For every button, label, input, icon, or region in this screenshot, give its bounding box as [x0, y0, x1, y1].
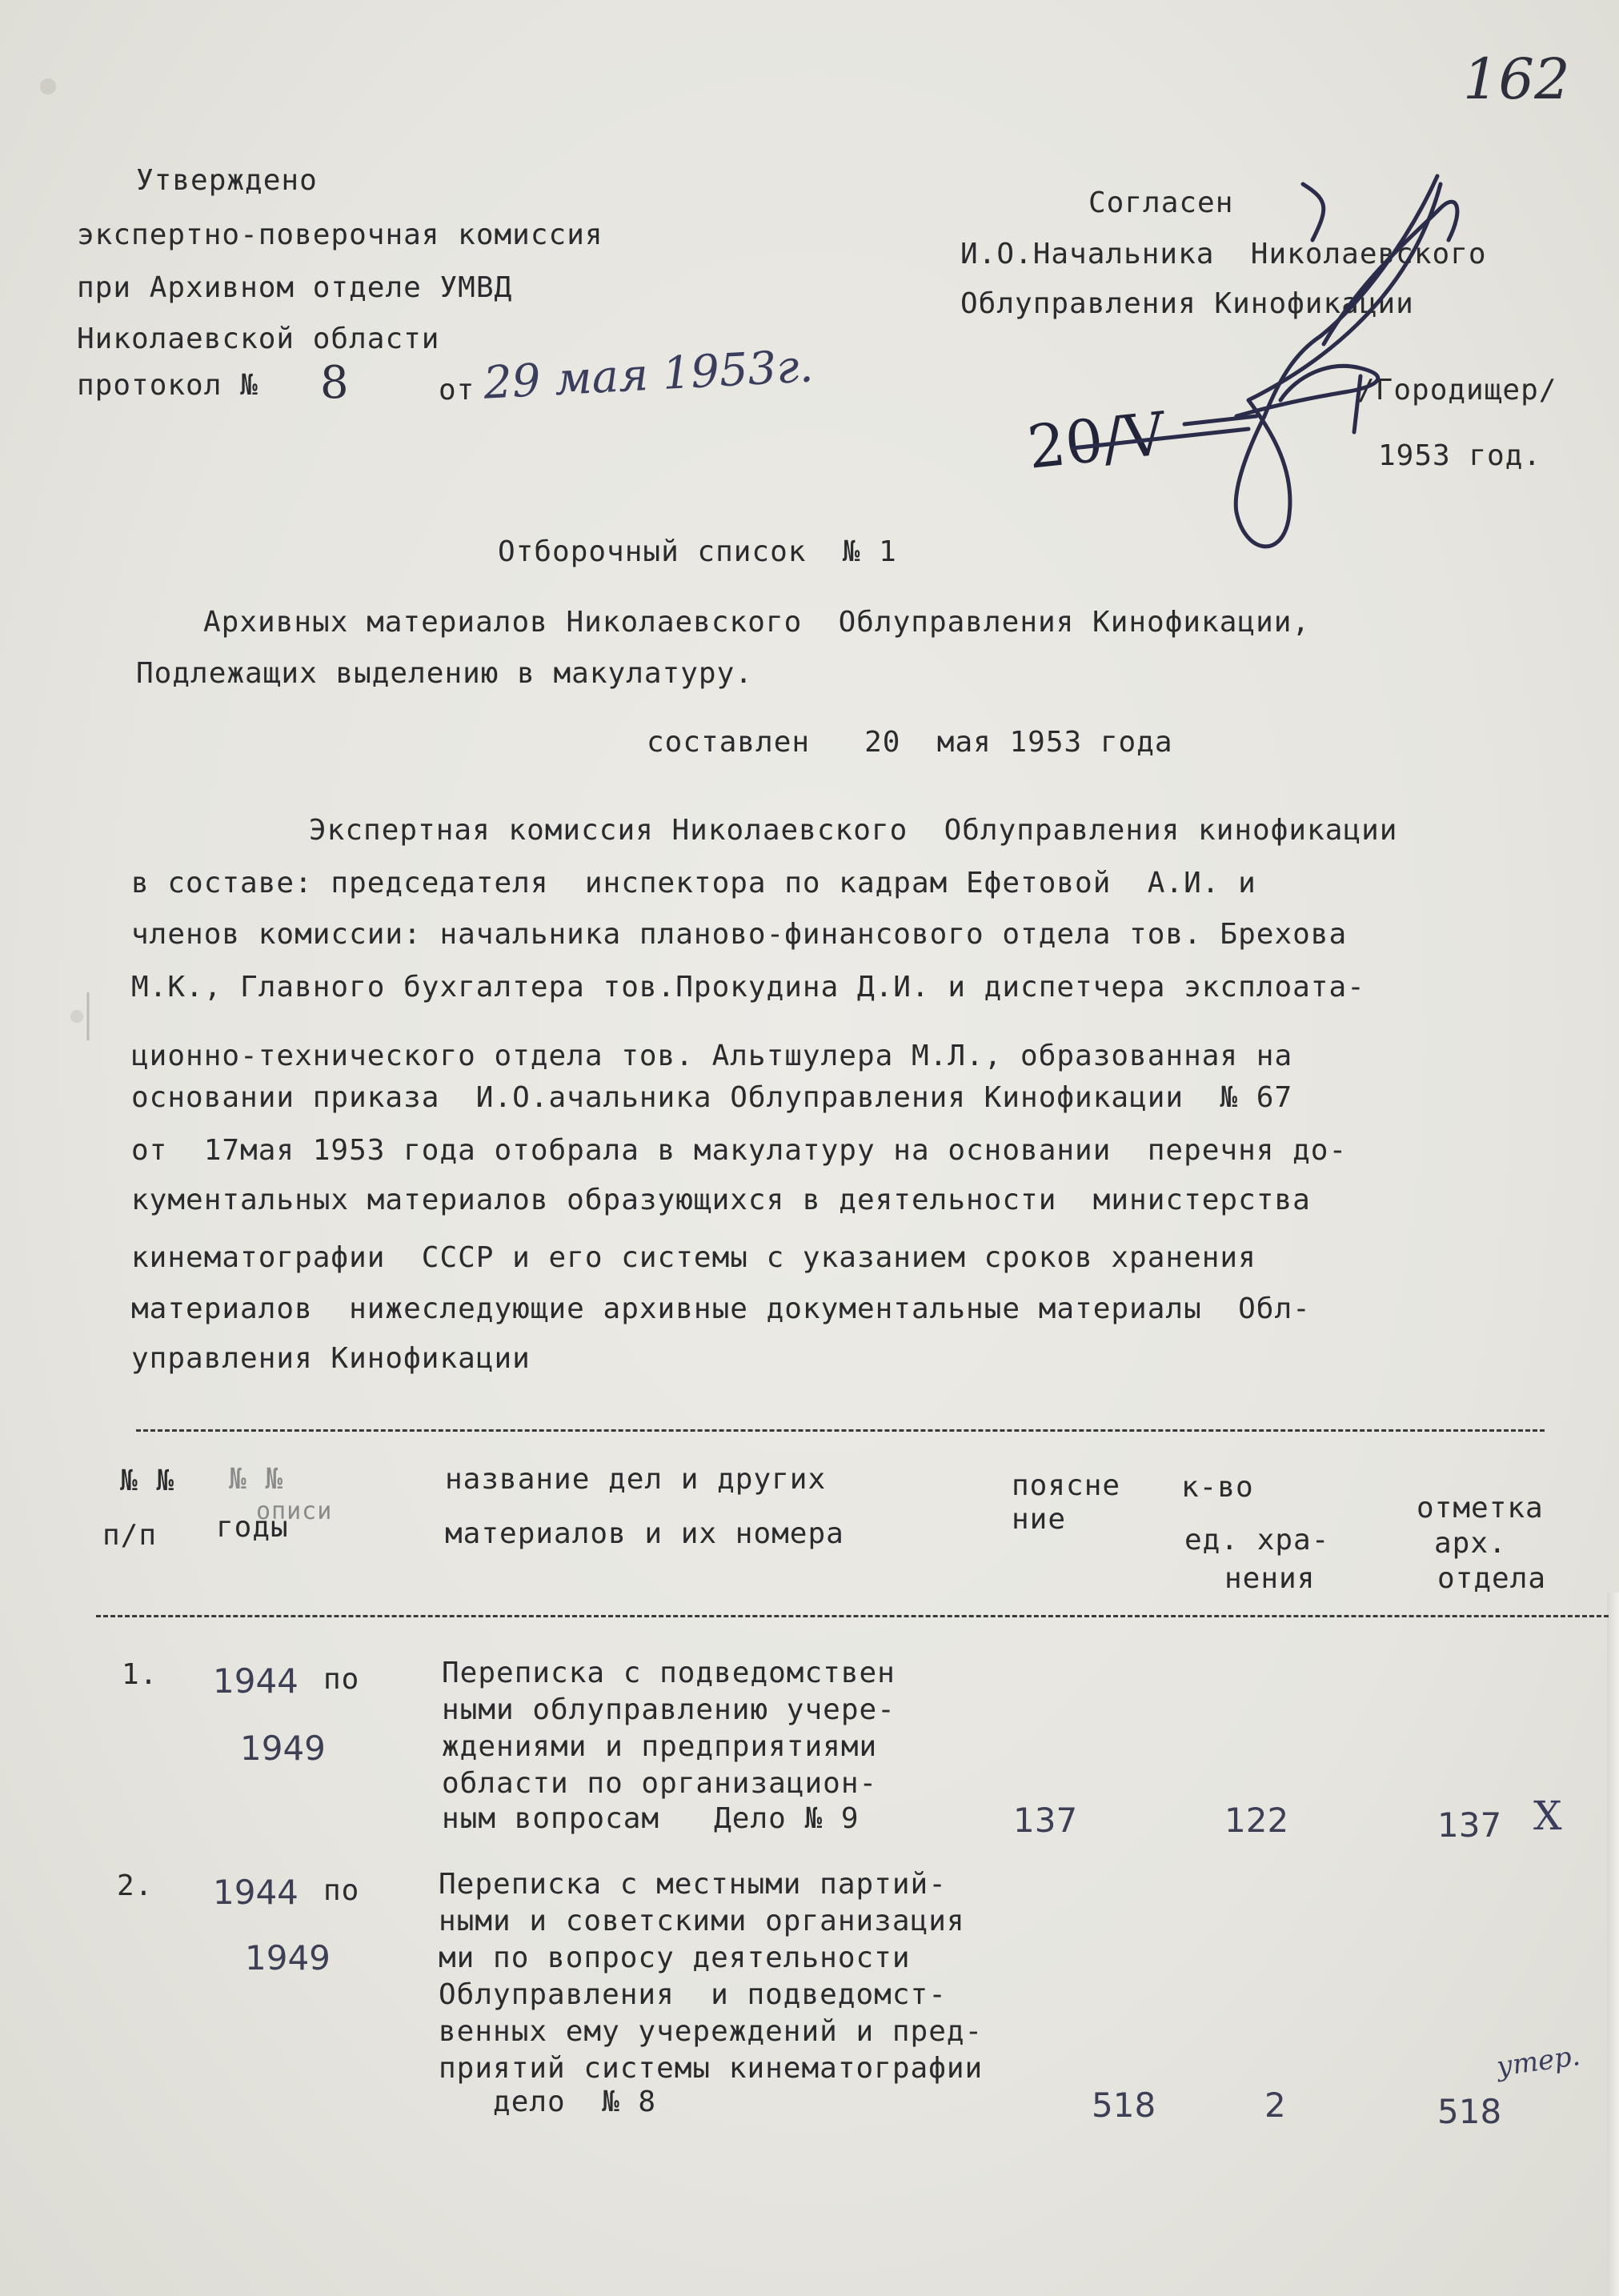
header-count-2: ед. хра-	[1184, 1524, 1330, 1557]
subtitle-line-1: Архивных материалов Николаевского Облуправления Кинофикации,	[203, 606, 1311, 639]
header-num-2: п/п	[102, 1519, 158, 1552]
row-name-line: ждениями и предприятиями	[442, 1730, 878, 1763]
header-count-3: нения	[1224, 1562, 1316, 1595]
approved-line-3: при Архивном отделе УМВД	[77, 271, 513, 304]
body-line-8: кументальных материалов образующихся в деятельности министерства	[131, 1184, 1311, 1216]
body-line-10: материалов нижеследующие архивные документальные материалы Обл-	[131, 1292, 1311, 1325]
body-line-3: членов комиссии: начальника планово-финансового отдела тов. Брехова	[131, 918, 1348, 951]
header-name-2: материалов и их номера	[445, 1517, 844, 1550]
agreed-year: 1953 год.	[1378, 439, 1542, 472]
row-years-to: 1949	[240, 1729, 326, 1768]
row-years-from: 1944	[213, 1661, 299, 1701]
header-mark-1: отметка	[1417, 1492, 1544, 1525]
body-line-4: М.К., Главного бухгалтера тов.Прокудина Д.И. и диспетчера эксплоата-	[131, 971, 1365, 1004]
row-name-line: ными облуправлению учере-	[442, 1693, 896, 1726]
body-line-2: в составе: председателя инспектора по кадрам Ефетовой А.И. и	[131, 867, 1256, 900]
header-years-3: годы	[216, 1511, 289, 1544]
row-num: 1.	[122, 1658, 158, 1691]
agreed-signature-name: /Городищер/	[1357, 374, 1557, 407]
header-mark-3: отдела	[1437, 1562, 1547, 1595]
row-name-line: ми по вопросу деятельности	[439, 1941, 911, 1974]
header-explain-1: поясне	[1012, 1469, 1121, 1502]
approved-line-2: экспертно-поверочная комиссия	[77, 218, 603, 251]
agreed-date-handwritten: 20/V	[1024, 399, 1169, 483]
row-years-to: 1949	[245, 1938, 331, 1977]
agreed-line-1: Согласен	[1088, 186, 1234, 219]
row-name-line: венных ему учереждений и пред-	[439, 2015, 984, 2048]
row-years-to-label: по	[323, 1663, 360, 1696]
row-mark-note: Х	[1533, 1793, 1562, 1839]
header-name-1: название дел и других	[445, 1463, 827, 1496]
header-num-1: № №	[120, 1465, 175, 1497]
row-num: 2.	[117, 1869, 154, 1902]
row-mark: 518	[1437, 2092, 1502, 2131]
row-name-line: Переписка с местными партий-	[439, 1868, 947, 1901]
row-explain: 137	[1013, 1801, 1078, 1840]
body-line-9: кинематографии СССР и его системы с указанием сроков хранения	[131, 1241, 1256, 1274]
protocol-label: протокол №	[77, 369, 258, 402]
row-name-line: приятий системы кинематографии	[439, 2052, 984, 2085]
protocol-number: 8	[320, 357, 349, 409]
row-name-line: дело № 8	[439, 2086, 657, 2118]
row-mark-note: утер.	[1494, 2039, 1582, 2084]
row-years-to-label: по	[323, 1874, 360, 1907]
body-line-7: от 17мая 1953 года отобрала в макулатуру на основании перечня до-	[131, 1134, 1348, 1167]
header-count-1: к-во	[1181, 1471, 1254, 1504]
body-line-6: основании приказа И.О.ачальника Облуправления Кинофикации № 67	[131, 1081, 1293, 1114]
row-count: 2	[1264, 2086, 1286, 2125]
body-line-5: ционно-технического отдела тов. Альтшулера М.Л., образованная на	[131, 1040, 1293, 1072]
header-years-2: описи	[256, 1497, 333, 1525]
row-name-line: области по организацион-	[442, 1767, 878, 1800]
row-count: 122	[1224, 1801, 1289, 1840]
subtitle-line-2: Подлежащих выделению в макулатуру.	[136, 657, 753, 690]
row-name-line: ным вопросам Дело № 9	[442, 1802, 860, 1835]
row-explain: 518	[1092, 2086, 1156, 2125]
row-name-line: Облуправления и подведомст-	[439, 1978, 947, 2011]
header-mark-2: арх.	[1434, 1527, 1507, 1560]
approved-line-1: Утверждено	[136, 164, 318, 197]
compiled-date: составлен 20 мая 1953 года	[647, 726, 1173, 759]
header-years-1: № №	[229, 1463, 284, 1496]
agreed-line-3: Облуправления Кинофикации	[960, 287, 1414, 320]
header-explain-2: ние	[1012, 1503, 1067, 1536]
row-name-line: ными и советскими организация	[439, 1905, 965, 1937]
protocol-from-label: от	[439, 374, 475, 407]
page-number: 162	[1463, 46, 1570, 112]
body-line-1: Экспертная комиссия Николаевского Облуправления кинофикации	[309, 814, 1398, 847]
row-years-from: 1944	[213, 1873, 299, 1912]
protocol-date: 29 мая 1953г.	[482, 340, 815, 410]
agreed-line-2: И.О.Начальника Николаевского	[960, 238, 1487, 270]
body-line-11: управления Кинофикации	[131, 1342, 531, 1375]
document-title: Отборочный список № 1	[498, 535, 897, 568]
approved-line-4: Николаевской области	[77, 323, 440, 355]
row-mark: 137	[1437, 1805, 1502, 1845]
row-name-line: Переписка с подведомствен	[442, 1657, 896, 1689]
